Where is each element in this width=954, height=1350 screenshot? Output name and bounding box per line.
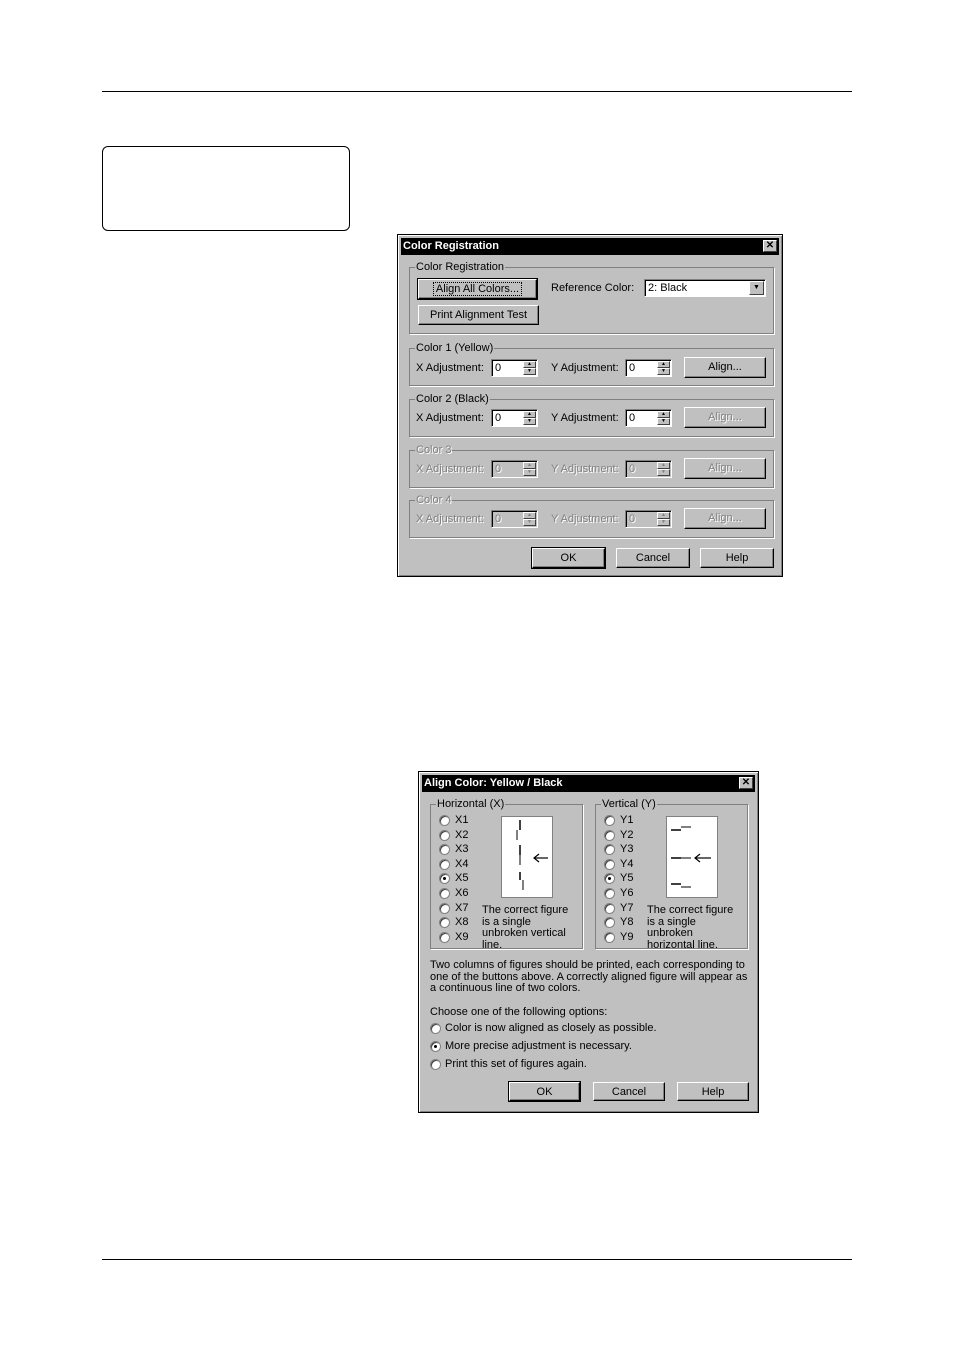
color-1-x-stepper[interactable]: [491, 359, 538, 377]
ok-button[interactable]: [509, 1082, 580, 1101]
vertical-radio-label: Y1: [620, 814, 634, 826]
vertical-radio-label: Y5: [620, 872, 634, 885]
help-button[interactable]: [677, 1082, 749, 1101]
help-label: Help: [725, 552, 749, 564]
color-3-y-value: 0: [629, 463, 636, 475]
reference-color-value: 2: Black: [648, 282, 688, 294]
margin-note-box: [102, 146, 350, 231]
vertical-radio-y1[interactable]: [604, 815, 615, 826]
spin-up-icon[interactable]: ▲: [657, 361, 670, 368]
horizontal-radio-x7[interactable]: [439, 903, 450, 914]
choose-label: Choose one of the following options:: [430, 1006, 608, 1018]
help-button[interactable]: [700, 548, 774, 568]
vertical-radio-y6[interactable]: [604, 888, 615, 899]
print-alignment-test-label: Print Alignment Test: [429, 309, 527, 321]
choice-radio-2[interactable]: [430, 1041, 441, 1052]
horizontal-radio-label: X6: [455, 887, 469, 899]
horizontal-radio-x4[interactable]: [439, 859, 450, 870]
bottom-rule: [102, 1259, 852, 1260]
color-2-x-value: 0: [495, 412, 502, 424]
color-2-x-stepper[interactable]: [491, 409, 538, 427]
vertical-radio-label: Y9: [620, 930, 634, 943]
color-4-y-stepper[interactable]: [625, 510, 672, 528]
color-2-y-label: Y Adjustment:: [551, 412, 619, 424]
choice-radio-3[interactable]: [430, 1059, 441, 1070]
color-2-legend: Color 2 (Black): [416, 393, 489, 405]
horizontal-radio-label: X4: [455, 857, 469, 870]
vertical-radio-label: Y6: [620, 887, 634, 899]
horizontal-legend: Horizontal (X): [437, 798, 505, 810]
vertical-radio-y9[interactable]: [604, 932, 615, 943]
help-label: Help: [701, 1086, 725, 1098]
cancel-button[interactable]: [616, 548, 690, 568]
align-all-colors-label: Align All Colors...: [435, 283, 520, 295]
choice-radio-1[interactable]: [430, 1023, 441, 1034]
vertical-line-figure-drawing: [502, 817, 552, 897]
spin-up-icon[interactable]: ▲: [657, 411, 670, 418]
horizontal-radio-x3[interactable]: [439, 844, 450, 855]
vertical-radio-label: Y8: [620, 916, 634, 929]
vertical-radio-label: Y2: [620, 828, 634, 841]
color-3-align-label: Align...: [708, 462, 742, 474]
horizontal-line-figure-drawing: [667, 817, 717, 897]
horizontal-radio-label: X1: [455, 814, 469, 826]
horizontal-radio-label: X5: [455, 872, 469, 885]
choice-label: Color is now aligned as closely as possible.: [445, 1022, 657, 1034]
color-4-y-value: 0: [629, 513, 636, 525]
align-color-dialog: [418, 771, 759, 1113]
horizontal-radio-label: X8: [455, 916, 469, 929]
horizontal-radio-x9[interactable]: [439, 932, 450, 943]
vertical-radio-y7[interactable]: [604, 903, 615, 914]
color-4-x-stepper[interactable]: [491, 510, 538, 528]
vertical-radio-y2[interactable]: [604, 830, 615, 841]
color-3-y-label: Y Adjustment:: [551, 463, 619, 475]
color-1-y-value: 0: [629, 362, 636, 374]
cancel-label: Cancel: [611, 1086, 647, 1098]
dialog-title: Color Registration: [403, 240, 499, 252]
color-1-legend: Color 1 (Yellow): [416, 342, 494, 354]
ok-label: OK: [560, 552, 577, 564]
spin-up-icon[interactable]: ▲: [657, 512, 670, 519]
color-2-group: [409, 393, 774, 437]
spin-up-icon[interactable]: ▲: [523, 411, 536, 418]
color-1-x-label: X Adjustment:: [416, 362, 484, 374]
spin-up-icon[interactable]: ▲: [657, 462, 670, 469]
reference-color-label: Reference Color:: [551, 282, 635, 294]
vertical-description: The correct figure is a single unbroken horizontal line.: [647, 904, 734, 951]
color-3-x-label: X Adjustment:: [416, 463, 484, 475]
color-registration-dialog: [397, 234, 783, 577]
horizontal-radio-x8[interactable]: [439, 917, 450, 928]
dialog-title: Align Color: Yellow / Black: [424, 777, 563, 789]
dialog-titlebar: [422, 775, 755, 792]
color-4-y-label: Y Adjustment:: [551, 513, 619, 525]
color-2-x-label: X Adjustment:: [416, 412, 484, 424]
color-2-y-value: 0: [629, 412, 636, 424]
horizontal-radio-label: X7: [455, 901, 469, 914]
spin-down-icon[interactable]: ▼: [523, 368, 536, 375]
color-3-legend: Color 3: [416, 444, 452, 456]
spin-up-icon[interactable]: ▲: [523, 462, 536, 469]
choice-label: More precise adjustment is necessary.: [445, 1040, 632, 1052]
vertical-radio-label: Y7: [620, 901, 634, 914]
ok-label: OK: [536, 1086, 553, 1098]
dialog-titlebar: [401, 238, 779, 255]
spin-down-icon[interactable]: ▼: [523, 519, 536, 526]
spin-down-icon[interactable]: ▼: [657, 469, 670, 476]
horizontal-line-figure: [666, 816, 718, 898]
color-3-x-stepper[interactable]: [491, 460, 538, 478]
cancel-label: Cancel: [635, 552, 671, 564]
color-1-y-label: Y Adjustment:: [551, 362, 619, 374]
chevron-down-icon[interactable]: ▼: [749, 281, 764, 295]
color-1-y-stepper[interactable]: [625, 359, 672, 377]
cancel-button[interactable]: [593, 1082, 665, 1101]
spin-down-icon[interactable]: ▼: [657, 368, 670, 375]
spin-down-icon[interactable]: ▼: [657, 519, 670, 526]
vertical-group: [595, 798, 748, 951]
spin-down-icon[interactable]: ▼: [523, 469, 536, 476]
registration-group: [409, 261, 774, 334]
color-2-y-stepper[interactable]: [625, 409, 672, 427]
spin-down-icon[interactable]: ▼: [657, 418, 670, 425]
vertical-radio-y4[interactable]: [604, 859, 615, 870]
horizontal-radio-label: X9: [455, 930, 469, 943]
color-3-group: [409, 444, 774, 488]
top-rule: [102, 91, 852, 92]
color-1-group: [409, 342, 774, 386]
horizontal-group: [430, 798, 583, 951]
color-4-align-button[interactable]: [684, 508, 766, 529]
reference-color-select[interactable]: [644, 279, 766, 297]
close-icon[interactable]: ✕: [763, 240, 777, 252]
vertical-radio-label: Y3: [620, 843, 634, 856]
close-icon[interactable]: ✕: [739, 777, 753, 789]
color-3-y-stepper[interactable]: [625, 460, 672, 478]
color-3-align-button[interactable]: [684, 458, 766, 479]
vertical-radio-label: Y4: [620, 857, 634, 870]
vertical-legend: Vertical (Y): [602, 798, 656, 810]
align-all-colors-button[interactable]: [418, 279, 537, 299]
vertical-radio-y8[interactable]: [604, 917, 615, 928]
vertical-line-figure: [501, 816, 553, 898]
color-2-align-button[interactable]: [684, 407, 766, 428]
color-3-x-value: 0: [495, 463, 502, 475]
registration-group-legend: Color Registration: [416, 261, 505, 273]
horizontal-radio-label: X2: [455, 828, 469, 841]
color-1-align-label: Align...: [708, 361, 742, 373]
horizontal-description: The correct figure is a single unbroken vertical line.: [482, 904, 569, 951]
horizontal-radio-x6[interactable]: [439, 888, 450, 899]
vertical-radio-y3[interactable]: [604, 844, 615, 855]
color-2-align-label: Align...: [708, 411, 742, 423]
horizontal-radio-label: X3: [455, 843, 469, 856]
horizontal-radio-x2[interactable]: [439, 830, 450, 841]
color-4-group: [409, 494, 774, 538]
color-4-x-label: X Adjustment:: [416, 513, 484, 525]
horizontal-radio-x1[interactable]: [439, 815, 450, 826]
spin-up-icon[interactable]: ▲: [523, 361, 536, 368]
color-1-x-value: 0: [495, 362, 502, 374]
choice-label: Print this set of figures again.: [445, 1058, 587, 1070]
spin-up-icon[interactable]: ▲: [523, 512, 536, 519]
print-alignment-test-button[interactable]: [418, 305, 539, 325]
vertical-radio-y5[interactable]: [604, 873, 615, 884]
info-text: Two columns of figures should be printed, each corresponding to one of the buttons above. A correctly aligned figure will appear as a continuous line of two colors.: [430, 959, 748, 994]
ok-button[interactable]: [532, 548, 605, 568]
horizontal-radio-x5[interactable]: [439, 873, 450, 884]
color-4-legend: Color 4: [416, 494, 452, 506]
color-4-x-value: 0: [495, 513, 502, 525]
spin-down-icon[interactable]: ▼: [523, 418, 536, 425]
color-1-align-button[interactable]: [684, 357, 766, 378]
color-4-align-label: Align...: [708, 512, 742, 524]
